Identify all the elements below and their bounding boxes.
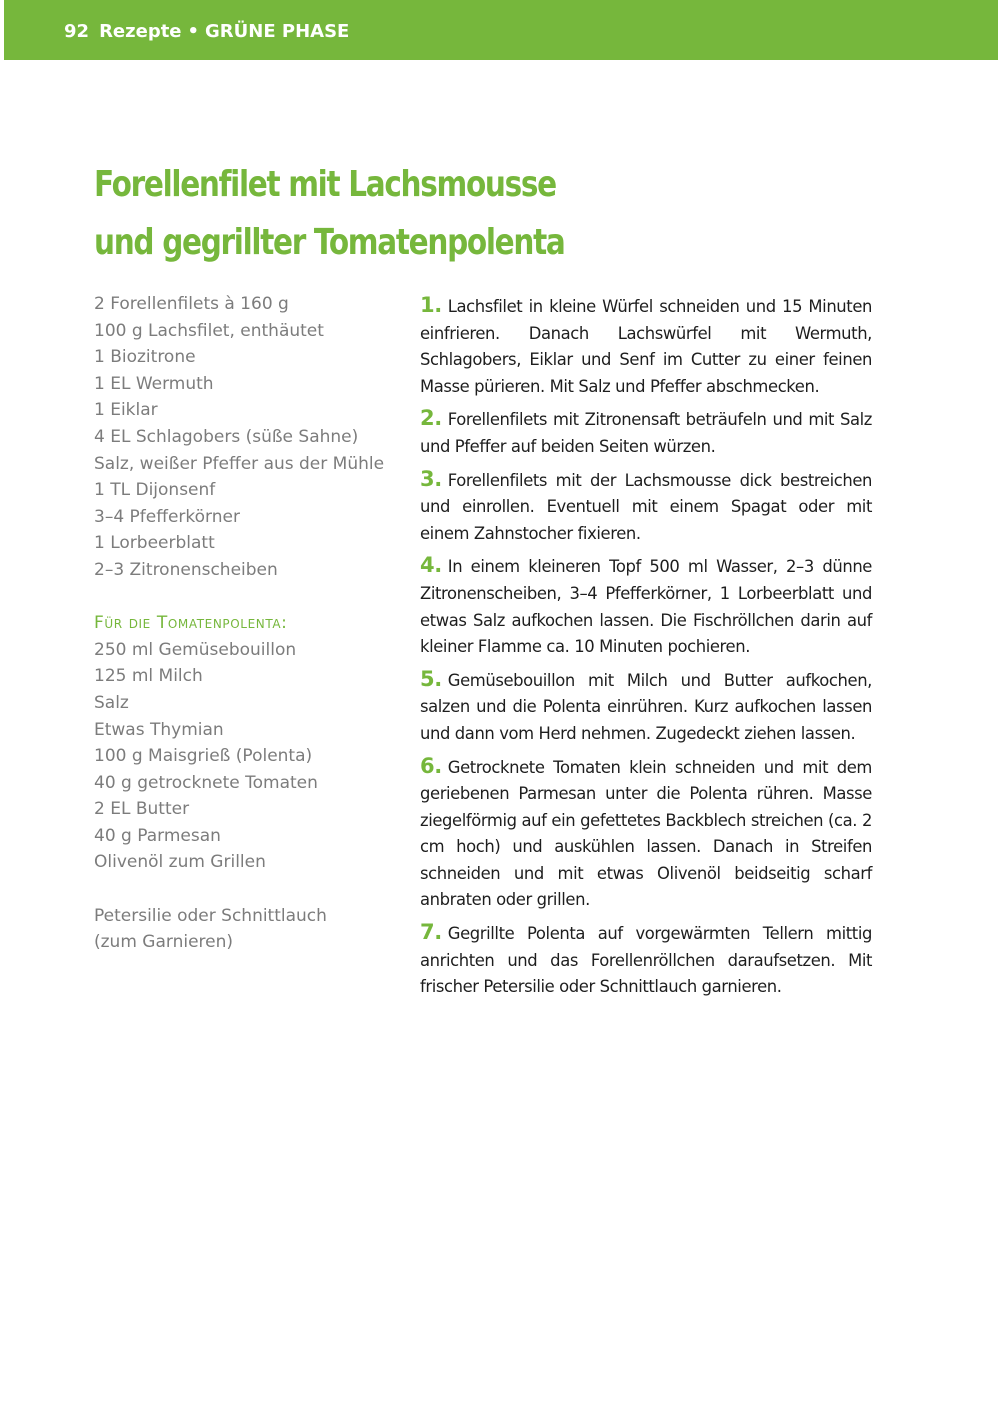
ingredient-item: 2–3 Zitronenscheiben [94, 559, 278, 580]
step-text: In einem kleineren Topf 500 ml Wasser, 2–3 dünne Zitronenscheiben, 3–4 Pfefferkörner, 1 Lorbeerblatt und etwas Salz aufkochen lassen. Die Fischröllchen darin auf kleiner Flamme ca. 10 Minuten pochieren. [420, 557, 872, 657]
step-text: Getrocknete Tomaten klein schneiden und mit dem geriebenen Parmesan unter die Polenta rühren. Masse ziegelförmig auf ein gefettetes Backblech streichen (ca. 2 cm hoch) und auskühlen lassen. Danach in Streifen schneiden und mit etwas Olivenöl beidseitig scharf anbraten oder grillen. [420, 757, 872, 910]
ingredient-item: 100 g Lachsfilet, enthäutet [94, 320, 324, 341]
step-7 [420, 919, 872, 1001]
page-number: 92 [64, 21, 90, 42]
polenta-subheading: Für die Tomatenpolenta: [94, 613, 288, 634]
ingredient-item: 1 EL Wermuth [94, 373, 214, 394]
step-5 [420, 666, 872, 748]
recipe-title-line-1: Forellenfilet mit Lachsmousse [94, 164, 556, 205]
polenta-ingredient-item: 40 g getrocknete Tomaten [94, 772, 318, 793]
ingredient-item: 2 Forellenfilets à 160 g [94, 294, 289, 314]
polenta-ingredient-item: 250 ml Gemüsebouillon [94, 639, 297, 660]
step-text: Gemüsebouillon mit Milch und Butter aufkochen, salzen und die Polenta einrühren. Kurz aufkochen lassen und dann vom Herd nehmen. Zugedeckt ziehen lassen. [420, 670, 872, 743]
header-separator: • [187, 21, 200, 42]
ingredient-item: 3–4 Pfefferkörner [94, 506, 240, 527]
running-header [64, 0, 349, 64]
garnish-item: (zum Garnieren) [94, 932, 234, 953]
step-number: 4. [420, 553, 442, 578]
step-3 [420, 466, 872, 548]
polenta-ingredient-item: 2 EL Butter [94, 799, 190, 820]
section-name: Rezepte [99, 21, 182, 42]
ingredient-item: 1 TL Dijonsenf [94, 480, 216, 501]
step-number: 3. [420, 466, 442, 491]
ingredient-spacer [94, 876, 404, 903]
step-text: Forellenfilets mit der Lachsmousse dick bestreichen und einrollen. Eventuell mit einem Spagat oder mit einem Zahnstocher fixieren. [420, 470, 872, 543]
recipe-title-line-2: und gegrillter Tomatenpolenta [94, 222, 565, 263]
phase-name: GRÜNE PHASE [205, 21, 350, 42]
ingredients-list [94, 291, 404, 956]
ingredient-item: 1 Biozitrone [94, 347, 196, 368]
polenta-ingredient-item: 125 ml Milch [94, 666, 203, 687]
polenta-ingredient-item: Etwas Thymian [94, 719, 224, 740]
polenta-ingredient-item: 40 g Parmesan [94, 825, 221, 846]
ingredient-item: 1 Lorbeerblatt [94, 533, 215, 554]
step-1 [420, 292, 872, 400]
ingredient-item: Salz, weißer Pfeffer aus der Mühle [94, 453, 385, 474]
ingredient-spacer [94, 584, 404, 611]
preparation-steps [420, 292, 872, 1006]
step-2 [420, 405, 872, 460]
ingredient-item: 1 Eiklar [94, 400, 158, 421]
step-text: Gegrillte Polenta auf vorgewärmten Tellern mittig anrichten und das Forellenröllchen daraufsetzen. Mit frischer Petersilie oder Schnittlauch garnieren. [420, 924, 872, 997]
polenta-ingredient-item: 100 g Maisgrieß (Polenta) [94, 746, 313, 767]
step-4 [420, 552, 872, 660]
step-number: 5. [420, 666, 442, 691]
polenta-ingredient-item: Olivenöl zum Grillen [94, 852, 266, 873]
step-number: 2. [420, 406, 442, 431]
step-text: Forellenfilets mit Zitronensaft beträufeln und mit Salz und Pfeffer auf beiden Seiten würzen. [420, 410, 872, 456]
step-6 [420, 753, 872, 915]
step-text: Lachsfilet in kleine Würfel schneiden und 15 Minuten einfrieren. Danach Lachswürfel mit Wermuth, Schlagobers, Eiklar und Senf im Cutter zu einer feinen Masse pürieren. Mit Salz und Pfeffer abschmecken. [420, 297, 872, 396]
step-number: 7. [420, 920, 442, 945]
step-number: 1. [420, 293, 442, 317]
step-number: 6. [420, 753, 442, 778]
polenta-ingredient-item: Salz [94, 692, 129, 713]
ingredient-item: 4 EL Schlagobers (süße Sahne) [94, 426, 359, 447]
recipe-title [94, 156, 750, 272]
garnish-item: Petersilie oder Schnittlauch [94, 905, 327, 926]
